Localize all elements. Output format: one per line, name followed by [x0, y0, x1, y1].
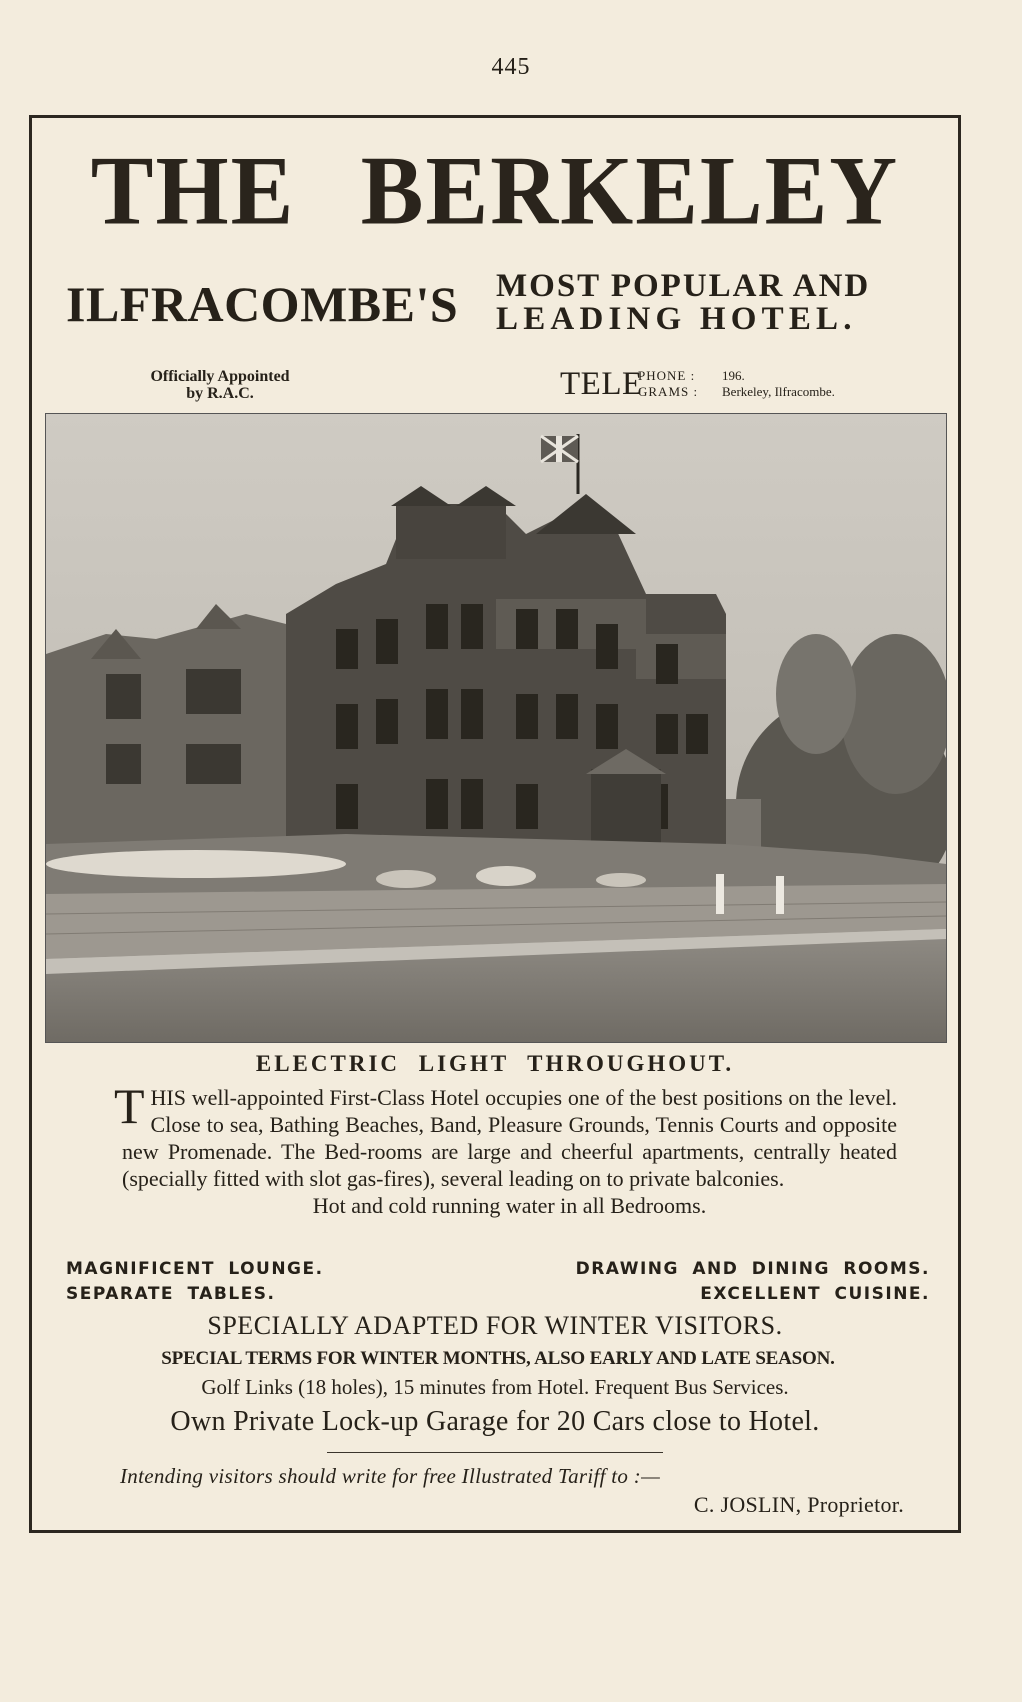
golf-links: Golf Links (18 holes), 15 minutes from Hotel. Frequent Bus Services. — [201, 1375, 789, 1399]
special-terms: SPECIAL TERMS FOR WINTER MONTHS, ALSO EARLY AND LATE SEASON. — [161, 1348, 835, 1369]
subtitle-town: ILFRACOMBE'S — [66, 276, 459, 332]
hotel-title: THE BERKELEY — [90, 136, 900, 246]
feature-lounge: MAGNIFICENT LOUNGE. — [66, 1259, 324, 1279]
winter-visitors: SPECIALLY ADAPTED FOR WINTER VISITORS. — [207, 1311, 783, 1340]
divider-rule — [327, 1452, 663, 1453]
garage-notice: Own Private Lock-up Garage for 20 Cars close to Hotel. — [170, 1406, 820, 1437]
tele-labels — [638, 368, 698, 400]
proprietor-signature: C. JOSLIN, Proprietor. — [693, 1492, 904, 1517]
rac-line-2: by R.A.C. — [186, 385, 254, 402]
grams-label: GRAMS : — [638, 384, 699, 399]
rac-appointment — [110, 368, 330, 402]
grams-value: Berkeley, Ilfracombe. — [722, 384, 835, 399]
hotel-building-illustration — [46, 414, 946, 1042]
drop-cap: T — [114, 1078, 145, 1134]
rac-line-1: Officially Appointed — [150, 368, 290, 385]
description-text: HIS well-appointed First-Class Hotel occupies one of the best positions on the level. Close to sea, Bathing Beaches, Band, Pleasure Grounds, Tennis Courts and opposite new Promenade. The Bed-rooms are large and cheerful apartments, centrally heated (specially fitted with slot gas-fires), several leading on to private balconies. — [122, 1085, 897, 1191]
phone-label: PHONE : — [638, 368, 696, 383]
telephone-block — [560, 364, 940, 404]
feature-drawing-dining: DRAWING AND DINING ROOMS. — [575, 1259, 930, 1279]
photo-caption: ELECTRIC LIGHT THROUGHOUT. — [255, 1051, 735, 1076]
advertisement-frame — [29, 115, 961, 1533]
description-last-line: Hot and cold running water in all Bedrooms. — [312, 1193, 707, 1218]
tagline-line-2: LEADING HOTEL. — [496, 301, 857, 337]
tele-values — [722, 368, 835, 400]
page-number: 445 — [491, 54, 531, 80]
feature-tables: SEPARATE TABLES. — [66, 1284, 276, 1304]
subtitle-tagline — [496, 270, 870, 336]
phone-value: 196. — [722, 368, 745, 383]
hotel-photo — [45, 413, 947, 1043]
description-paragraph — [114, 1078, 897, 1219]
tariff-notice: Intending visitors should write for free Illustrated Tariff to :— — [120, 1464, 661, 1488]
feature-cuisine: EXCELLENT CUISINE. — [700, 1284, 930, 1304]
tele-prefix: TELE — [560, 366, 643, 402]
subtitle — [66, 270, 930, 338]
tagline-line-1: MOST POPULAR AND — [496, 268, 871, 304]
